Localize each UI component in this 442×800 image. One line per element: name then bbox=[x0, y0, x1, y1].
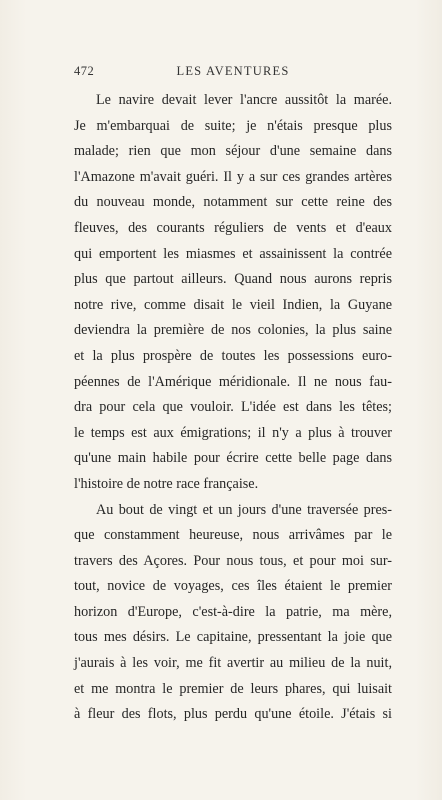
text-line: j'aurais à les voir, me fit avertir au milieu de la nuit, bbox=[74, 655, 392, 672]
text-line: à fleur des flots, plus perdu qu'une étoile. J'étais si bbox=[74, 706, 392, 723]
text-line: tout, novice de voyages, ces îles étaient le premier bbox=[74, 578, 392, 595]
text-line: notre rive, comme disait le vieil Indien, la Guyane bbox=[74, 296, 392, 313]
text-line: Au bout de vingt et un jours d'une traversée pres- bbox=[96, 501, 392, 518]
text-line: malade; rien que mon séjour d'une semaine dans bbox=[74, 143, 392, 160]
text-line: tous mes désirs. Le capitaine, pressentant la joie que bbox=[74, 629, 392, 646]
text-line: dra pour cela que vouloir. L'idée est dans les têtes; bbox=[74, 399, 392, 416]
text-line: péennes de l'Amérique méridionale. Il ne nous fau- bbox=[74, 373, 392, 390]
paragraph-1 bbox=[74, 88, 392, 498]
text-line: que constamment heureuse, nous arrivâmes par le bbox=[74, 527, 392, 544]
text-line: Le navire devait lever l'ancre aussitôt la marée. bbox=[96, 92, 392, 108]
text-line: qui emportent les miasmes et assainissent la contrée bbox=[74, 245, 392, 262]
text-line: horizon d'Europe, c'est-à-dire la patrie, ma mère, bbox=[74, 603, 392, 620]
body-text bbox=[74, 88, 392, 728]
page-header bbox=[74, 64, 392, 82]
text-line: fleuves, des courants réguliers de vents et d'eaux bbox=[74, 219, 392, 236]
text-line: l'Amazone m'avait guéri. Il y a sur ces grandes artères bbox=[74, 168, 392, 185]
text-line: Je m'embarquai de suite; je n'étais presque plus bbox=[74, 117, 392, 134]
text-line: plus que partout ailleurs. Quand nous aurons repris bbox=[74, 271, 392, 288]
page-number: 472 bbox=[74, 64, 95, 78]
text-line: qu'une main habile pour écrire cette belle page dans bbox=[74, 450, 392, 467]
text-line: et la plus prospère de toutes les possessions euro- bbox=[74, 347, 392, 364]
text-line: le temps est aux émigrations; il n'y a plus à trouver bbox=[74, 424, 392, 441]
running-title: LES AVENTURES bbox=[176, 64, 290, 78]
text-line: deviendra la première de nos colonies, la plus saine bbox=[74, 322, 392, 339]
text-line: et me montra le premier de leurs phares, qui luisait bbox=[74, 680, 392, 697]
text-line: travers des Açores. Pour nous tous, et pour moi sur- bbox=[74, 552, 392, 569]
text-line: l'histoire de notre race française. bbox=[74, 475, 259, 492]
paragraph-2 bbox=[74, 498, 392, 728]
text-line: du nouveau monde, notamment sur cette reine des bbox=[74, 194, 392, 211]
